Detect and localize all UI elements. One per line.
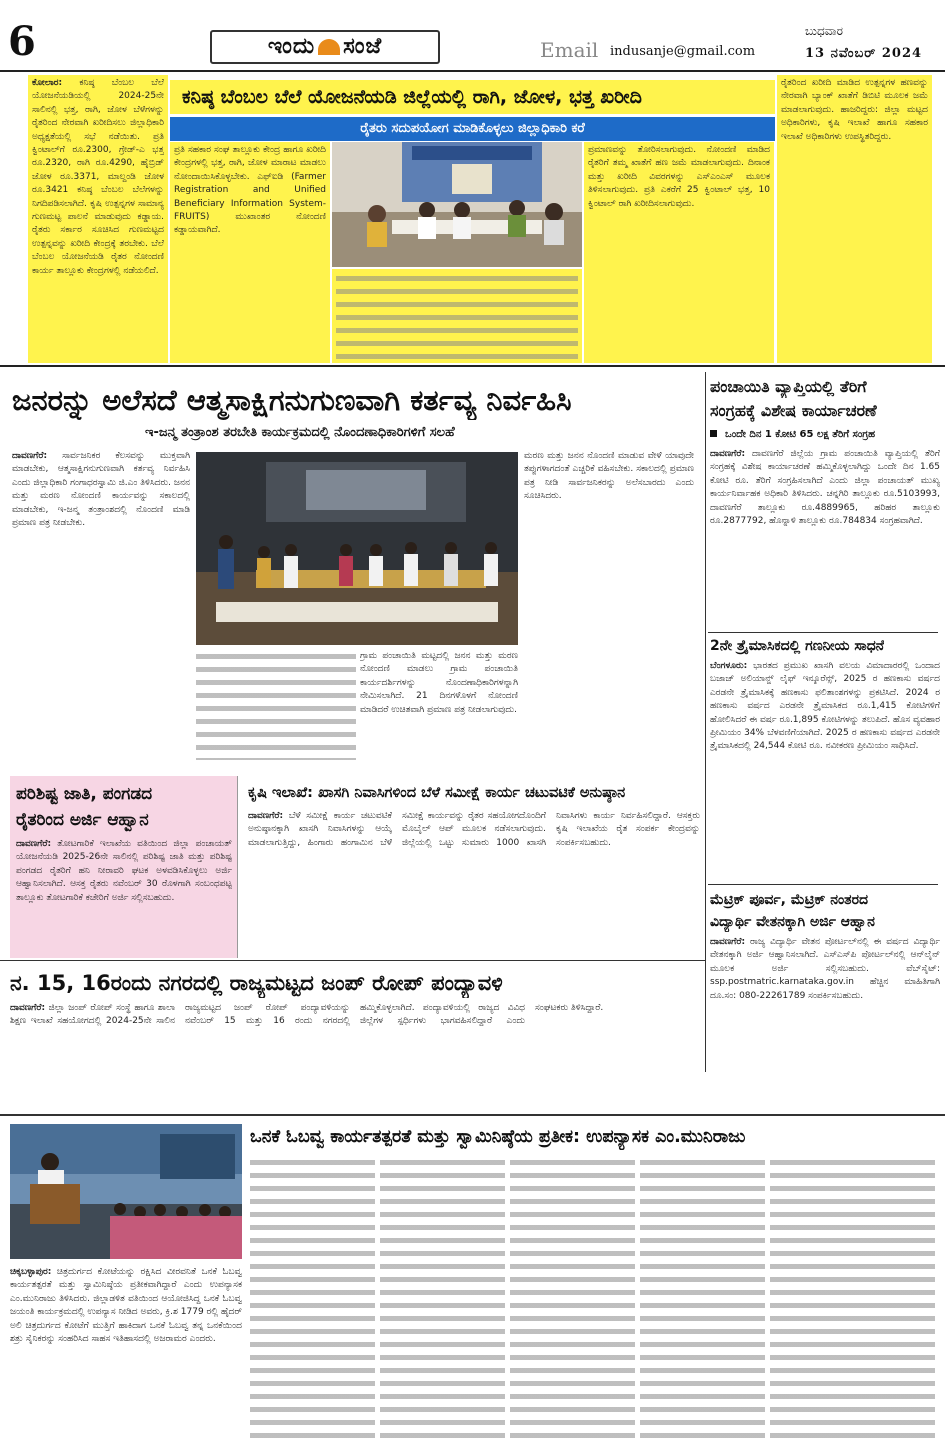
story9-column-4-text xyxy=(510,1156,635,1442)
logo-text-right: ಸಂಜೆ xyxy=(343,34,383,59)
story9-headline: ಒನಕೆ ಓಬವ್ವ ಕಾರ್ಯತತ್ಪರತೆ ಮತ್ತು ಸ್ವಾಮಿನಿಷ್ಠೆಯ ಪ್ರತೀಕ: ಉಪನ್ಯಾಸಕ ಎಂ.ಮುನಿರಾಜು xyxy=(250,1127,746,1147)
story7-body xyxy=(710,936,940,1101)
story9-column-3-text xyxy=(380,1156,505,1442)
story1-column-3-text xyxy=(336,272,578,360)
story-sc-st-applications xyxy=(10,776,238,958)
story3-text: ದಾವಣಗೆರೆ ಜಿಲ್ಲೆಯ ಗ್ರಾಮ ಪಂಚಾಯಿತಿ ವ್ಯಾಪ್ತಿಯಲ್ಲಿ ತೆರಿಗೆ ಸಂಗ್ರಹಕ್ಕೆ ವಿಶೇಷ ಕಾರ್ಯಾಚರಣೆ ಹಮ್ಮಿಕೊಳ್ಳಲಾಗಿದ್ದು ಒಂದೇ ದಿನ 1.65 ಕೋಟಿ ರೂ. ತೆರಿಗೆ ಸಂಗ್ರಹಿಸಲಾಗಿದೆ ಎಂದು ಜಿಲ್ಲಾ ಪಂಚಾಯತ್ ಮುಖ್ಯ ಕಾರ್ಯನಿರ್ವಾಹಕ ಅಧಿಕಾರಿ ತಿಳಿಸಿದರು. ಚನ್ನಗಿರಿ ತಾಲ್ಲೂಕು ರೂ.5103993, ದಾವಣಗೆರೆ ತಾಲ್ಲೂಕು ರೂ.4889965, ಹರಿಹರ ತಾಲ್ಲೂಕು ರೂ.2877792, ಹೊನ್ನಾಳಿ ತಾಲ್ಲೂಕು ರೂ.784834 ಸಂಗ್ರಹವಾಗಿದೆ. xyxy=(710,449,940,527)
story2-headline: ಜನರನ್ನು ಅಲೆಸದೆ ಆತ್ಮಸಾಕ್ಷಿಗನುಗುಣವಾಗಿ ಕರ್ತವ್ಯ ನಿರ್ವಹಿಸಿ xyxy=(12,383,572,417)
masthead xyxy=(0,0,945,72)
issue-date: 13 ನವೆಂಬರ್ 2024 xyxy=(805,46,923,61)
lecture-event-photo xyxy=(10,1124,242,1259)
story6-body xyxy=(248,810,700,954)
story5-headline-line1: ಪರಿಶಿಷ್ಟ ಜಾತಿ, ಪಂಗಡದ xyxy=(16,784,153,804)
email-address: indusanje@gmail.com xyxy=(610,44,756,59)
story3-bullet: ಒಂದೇ ದಿನ 1 ಕೋಟಿ 65 ಲಕ್ಷ ತೆರಿಗೆ ಸಂಗ್ರಹ xyxy=(710,428,875,442)
story3-dateline: ದಾವಣಗೆರೆ: xyxy=(710,449,746,459)
story9-body-left xyxy=(10,1266,242,1442)
meeting-photo xyxy=(332,142,582,267)
story1-column-5: ರೈತರಿಂದ ಖರೀದಿ ಮಾಡಿದ ಉತ್ಪನ್ನಗಳ ಹಣವನ್ನು ನೇರವಾಗಿ ಬ್ಯಾಂಕ್ ಖಾತೆಗೆ ಡಿಬಿಟಿ ಮೂಲಕ ಜಮೆ ಮಾಡಲಾಗುವುದು. ಹಾಜರಿದ್ದರು: ಜಿಲ್ಲಾ ಮಟ್ಟದ ಅಧಿಕಾರಿಗಳು, ಕೃಷಿ ಇಲಾಖೆ ಹಾಗೂ ಸಹಕಾರ ಇಲಾಖೆ ಅಧಿಕಾರಿಗಳು ಉಪಸ್ಥಿತರಿದ್ದರು. xyxy=(781,78,928,142)
story7-headline-line2: ವಿದ್ಯಾರ್ಥಿ ವೇತನಕ್ಕಾಗಿ ಅರ್ಜಿ ಆಹ್ವಾನ xyxy=(710,914,875,930)
story1-dateline: ಕೋಲಾರ: xyxy=(32,78,63,88)
training-event-photo xyxy=(196,452,518,645)
story9-column-5-text xyxy=(640,1156,765,1442)
story-jump-rope xyxy=(0,962,705,1112)
story-scholarship xyxy=(708,886,945,1106)
story8-text: ಜಿಲ್ಲಾ ಜಂಪ್ ರೋಪ್ ಸಂಸ್ಥೆ ಹಾಗೂ ಶಾಲಾ ಶಿಕ್ಷಣ ಇಲಾಖೆ ಸಹಯೋಗದಲ್ಲಿ 2024-25ನೇ ಸಾಲಿನ ರಾಜ್ಯಮಟ್ಟದ ಜಂಪ್ ರೋಪ್ ಪಂದ್ಯಾವಳಿಯನ್ನು ನವೆಂಬರ್ 15 ಮತ್ತು 16 ರಂದು ನಗರದಲ್ಲಿ ಹಮ್ಮಿಕೊಳ್ಳಲಾಗಿದೆ. ಪಂದ್ಯಾವಳಿಯಲ್ಲಿ ರಾಜ್ಯದ ವಿವಿಧ ಜಿಲ್ಲೆಗಳ ಸ್ಪರ್ಧಿಗಳು ಭಾಗವಹಿಸಲಿದ್ದಾರೆ ಎಂದು ಸಂಘಟಕರು ತಿಳಿಸಿದ್ದಾರೆ. xyxy=(10,1003,604,1027)
story1-column-1 xyxy=(32,77,164,362)
story7-headline-line1: ಮೆಟ್ರಿಕ್ ಪೂರ್ವ, ಮೆಟ್ರಿಕ್ ನಂತರದ xyxy=(710,892,869,908)
story8-dateline: ದಾವಣಗೆರೆ: xyxy=(10,1003,46,1013)
story-onake-obavva xyxy=(0,1116,945,1446)
story-crop-survey xyxy=(244,776,704,958)
story1-headline: ಕನಿಷ್ಠ ಬೆಂಬಲ ಬೆಲೆ ಯೋಜನೆಯಡಿ ಜಿಲ್ಲೆಯಲ್ಲಿ ರಾಗಿ, ಜೋಳ, ಭತ್ತ ಖರೀದಿ xyxy=(182,86,642,108)
story1-column-4: ಪ್ರಮಾಣವನ್ನು ತೋರಿಸಲಾಗುವುದು. ನೋಂದಣಿ ಮಾಡಿದ ರೈತರಿಗೆ ತಮ್ಮ ಖಾತೆಗೆ ಹಣ ಜಮೆ ಮಾಡಲಾಗುವುದು. ದಿನಾಂಕ ಮತ್ತು ಖರೀದಿ ವಿವರಗಳನ್ನು ಎಸ್‌ಎಂಎಸ್ ಮೂಲಕ ತಿಳಿಸಲಾಗುವುದು. ಪ್ರತಿ ಎಕರೆಗೆ 25 ಕ್ವಿಂಟಾಲ್ ಭತ್ತ, 10 ಕ್ವಿಂಟಾಲ್ ರಾಗಿ ಖರೀದಿಸಲಾಗುವುದು. xyxy=(588,145,770,209)
story5-text: ತೋಟಗಾರಿಕೆ ಇಲಾಖೆಯ ವತಿಯಿಂದ ಜಿಲ್ಲಾ ಪಂಚಾಯತ್ ಯೋಜನೆಯಡಿ 2025-26ನೇ ಸಾಲಿನಲ್ಲಿ ಪರಿಶಿಷ್ಟ ಜಾತಿ ಮತ್ತು ಪರಿಶಿಷ್ಟ ಪಂಗಡದ ರೈತರಿಗೆ ಹನಿ ನೀರಾವರಿ ಘಟಕ ಅಳವಡಿಸಿಕೊಳ್ಳಲು ಅರ್ಜಿ ಆಹ್ವಾನಿಸಲಾಗಿದೆ. ಆಸಕ್ತ ರೈತರು ನವೆಂಬರ್ 30 ರೊಳಗಾಗಿ ಸಂಬಂಧಪಟ್ಟ ತಾಲ್ಲೂಕು ತೋಟಗಾರಿಕೆ ಕಚೇರಿಗೆ ಅರ್ಜಿ ಸಲ್ಲಿಸಬಹುದು. xyxy=(16,839,232,903)
story2-column-1 xyxy=(12,450,190,762)
story8-body xyxy=(10,1002,700,1108)
story2-dateline: ದಾವಣಗೆರೆ: xyxy=(12,451,48,461)
weekday: ಬುಧವಾರ xyxy=(805,24,843,38)
story3-body xyxy=(710,448,940,626)
story3-headline-line1: ಪಂಚಾಯಿತಿ ವ್ಯಾಪ್ತಿಯಲ್ಲಿ ತೆರಿಗೆ xyxy=(710,377,867,396)
story2-column-2-text xyxy=(196,650,356,760)
story2-column-3: ಗ್ರಾಮ ಪಂಚಾಯಿತಿ ಮಟ್ಟದಲ್ಲಿ ಜನನ ಮತ್ತು ಮರಣ ನೋಂದಣಿ ಮಾಡಲು ಗ್ರಾಮ ಪಂಚಾಯಿತಿ ಕಾರ್ಯದರ್ಶಿಗಳನ್ನು ನೊಂದಣಾಧಿಕಾರಿಗಳನ್ನಾಗಿ ನೇಮಿಸಲಾಗಿದೆ. 21 ದಿನಗಳೊಳಗೆ ನೋಂದಣಿ ಮಾಡಿದರೆ ಉಚಿತವಾಗಿ ಪ್ರಮಾಣ ಪತ್ರ ನೀಡಲಾಗುವುದು. xyxy=(360,651,518,715)
story9-column-6-text xyxy=(770,1156,935,1442)
story1-text-b: ಕೃಷಿ ಉತ್ಪನ್ನಗಳ ಸಾಮಾನ್ಯ ಗುಣಮಟ್ಟ ಪಾಲನೆ ಮಾಡುವುದು ಕಡ್ಡಾಯ. ರೈತರು ಸರ್ಕಾರ ಸೂಚಿಸಿದ ಗುಣಮಟ್ಟದ ಉತ್ಪನ್ನವನ್ನು ಖರೀದಿ ಕೇಂದ್ರಕ್ಕೆ ತರಬೇಕು. ಬೆಲೆ ಬೆಂಬಲ ಯೋಜನೆಯಡಿ ರೈತರ ನೋಂದಣಿ ಕಾರ್ಯ ತಾಲ್ಲೂಕು ಕೇಂದ್ರಗಳಲ್ಲಿ ನಡೆಯಲಿದೆ. xyxy=(32,198,164,276)
bullet-square-icon xyxy=(710,430,717,437)
logo-text-left: ಇಂದು xyxy=(267,34,316,59)
email-label: Email xyxy=(540,38,599,62)
story6-headline: ಕೃಷಿ ಇಲಾಖೆ: ಖಾಸಗಿ ನಿವಾಸಿಗಳಿಂದ ಬೆಳೆ ಸಮೀಕ್ಷೆ ಕಾರ್ಯ ಚಟುವಟಿಕೆ ಅನುಷ್ಠಾನ xyxy=(248,785,626,801)
story7-dateline: ದಾವಣಗೆರೆ: xyxy=(710,937,746,947)
story2-text: ಸಾರ್ವಜನಿಕರ ಕೆಲಸವನ್ನು ಮುಕ್ತವಾಗಿ ಮಾಡಬೇಕು, ಆತ್ಮಸಾಕ್ಷಿಗನುಗುಣವಾಗಿ ಕರ್ತವ್ಯ ನಿರ್ವಹಿಸಿ ಎಂದು ಜಿಲ್ಲಾಧಿಕಾರಿ ಗಂಗಾಧರಸ್ವಾಮಿ ಜಿ.ಎಂ ತಿಳಿಸಿದರು. ಜನನ ಮತ್ತು ಮರಣ ನೋಂದಣಿ ಕಾರ್ಯವನ್ನು ಸಕಾಲದಲ್ಲಿ ಮಾಡಬೇಕು, ಇ-ಜನ್ಮ ತಂತ್ರಾಂಶದಲ್ಲಿ ನೊಂದಣಿ ಮಾಡಿ ಪ್ರಮಾಣ ಪತ್ರ ನೀಡಬೇಕು. xyxy=(12,451,190,529)
story-ejanma-training xyxy=(0,372,700,767)
story1-column-2: ಪ್ರತಿ ಸಹಕಾರ ಸಂಘ ತಾಲ್ಲೂಕು ಕೇಂದ್ರ ಹಾಗೂ ಖರೀದಿ ಕೇಂದ್ರಗಳಲ್ಲಿ ಭತ್ತ, ರಾಗಿ, ಜೋಳ ಮಾರಾಟ ಮಾಡಲು ನೋಂದಾಯಿಸಿಕೊಳ್ಳಬೇಕು. ಎಫ್‌ಐಡಿ (Farmer Registration and Unified Beneficiary Information System-FRUITS) ಮುಖಾಂತರ ನೋಂದಣಿ ಕಡ್ಡಾಯವಾಗಿದೆ. xyxy=(174,145,326,236)
story-bajaj-q2 xyxy=(708,634,945,884)
story4-text: ಭಾರತದ ಪ್ರಮುಖ ಖಾಸಗಿ ವಲಯ ವಿಮಾದಾರರಲ್ಲಿ ಒಂದಾದ ಬಜಾಜ್ ಅಲಿಯಾನ್ಜ್ ಲೈಫ್ ಇನ್ಶೂರೆನ್ಸ್, 2025 ರ ಹಣಕಾಸು ವರ್ಷದ ಎರಡನೇ ತ್ರೈಮಾಸಿಕಕ್ಕೆ ಹಣಕಾಸು ಫಲಿತಾಂಶಗಳನ್ನು ಪ್ರಕಟಿಸಿದೆ. 2024 ರ ಹಣಕಾಸು ವರ್ಷದ ಎರಡನೇ ತ್ರೈಮಾಸಿಕದ ರೂ.1,415 ಕೋಟಿಗಳಿಗೆ ಹೋಲಿಸಿದರೆ ಈ ವರ್ಷ ರೂ.1,895 ಕೋಟಿಗಳನ್ನು ತಲುಪಿದೆ. ಹೊಸ ವ್ಯವಹಾರ ಪ್ರೀಮಿಯಂ 34% ಬೆಳವಣಿಗೆಯಾಗಿದೆ. 2025 ರ ಹಣಕಾಸು ವರ್ಷದ ಎರಡನೇ ತ್ರೈಮಾಸಿಕದಲ್ಲಿ 24,544 ಕೋಟಿ ರೂ. ನವೀಕರಣ ಪ್ರೀಮಿಯಂ ಸಾಧಿಸಿದೆ. xyxy=(710,661,940,752)
story7-text: ರಾಜ್ಯ ವಿದ್ಯಾರ್ಥಿ ವೇತನ ಪೋರ್ಟಲ್‌ನಲ್ಲಿ ಈ ವರ್ಷದ ವಿದ್ಯಾರ್ಥಿ ವೇತನಕ್ಕಾಗಿ ಅರ್ಜಿ ಆಹ್ವಾನಿಸಲಾಗಿದೆ. ಎಸ್‌ಎಸ್‌ಪಿ ಪೋರ್ಟಲ್‌ನಲ್ಲಿ ಆನ್‌ಲೈನ್ ಮೂಲಕ ಅರ್ಜಿ ಸಲ್ಲಿಸಬಹುದು. ವೆಬ್‌ಸೈಟ್: ssp.postmatric.karnataka.gov.in ಹೆಚ್ಚಿನ ಮಾಹಿತಿಗಾಗಿ ದೂ.ಸಂ: 080-22261789 ಸಂಪರ್ಕಿಸಬಹುದು. xyxy=(710,937,940,1001)
story3-headline-line2: ಸಂಗ್ರಹಕ್ಕೆ ವಿಶೇಷ ಕಾರ್ಯಾಚರಣೆ xyxy=(710,401,877,420)
newspaper-logo xyxy=(210,30,440,64)
story1-text-a: ಕನಿಷ್ಠ ಬೆಂಬಲ ಬೆಲೆ ಯೋಜನೆಯಡಿಯಲ್ಲಿ 2024-25ನೇ ಸಾಲಿನಲ್ಲಿ ಭತ್ತ, ರಾಗಿ, ಜೋಳ ಬೆಳೆಗಳನ್ನು ರೈತರಿಂದ ನೇರವಾಗಿ ಖರೀದಿಸಲು ಜಿಲ್ಲಾಧಿಕಾರಿ ಅಧ್ಯಕ್ಷತೆಯಲ್ಲಿ ಸಭೆ ನಡೆಯಿತು. ಪ್ರತಿ ಕ್ವಿಂಟಾಲ್‌ಗೆ ರೂ.2300, ಗ್ರೇಡ್-ಎ ಭತ್ತ ರೂ.2320, ರಾಗಿ ರೂ.4290, ಹೈಬ್ರಿಡ್ ಜೋಳ ರೂ.3371, ಮಾಲ್ದಂಡಿ ಜೋಳ ರೂ.3421 ಕನಿಷ್ಠ ಬೆಂಬಲ ಬೆಲೆಗಳನ್ನು ನಿಗದಿಪಡಿಸಲಾಗಿದೆ. xyxy=(32,78,164,209)
story9-dateline: ಚಿಕ್ಕಬಳ್ಳಾಪುರ: xyxy=(10,1267,52,1277)
story6-dateline: ದಾವಣಗೆರೆ: xyxy=(248,811,284,821)
story-msp-procurement xyxy=(0,72,945,367)
story9-column-2-text xyxy=(250,1156,375,1442)
sun-icon xyxy=(318,39,340,55)
story5-dateline: ದಾವಣಗೆರೆ: xyxy=(16,839,52,849)
story5-headline-line2: ರೈತರಿಂದ ಅರ್ಜಿ ಆಹ್ವಾನ xyxy=(16,810,149,830)
story2-subhead: ಇ-ಜನ್ಮ ತಂತ್ರಾಂಶ ತರಬೇತಿ ಕಾರ್ಯಕ್ರಮದಲ್ಲಿ ನೊಂದಣಾಧಿಕಾರಿಗಳಿಗೆ ಸಲಹೆ xyxy=(145,425,455,440)
story5-body xyxy=(16,838,232,954)
story-tax-collection xyxy=(708,372,945,630)
story1-subhead: ರೈತರು ಸದುಪಯೋಗ ಮಾಡಿಕೊಳ್ಳಲು ಜಿಲ್ಲಾಧಿಕಾರಿ ಕರೆ xyxy=(170,117,775,141)
story4-dateline: ಬೆಂಗಳೂರು: xyxy=(710,661,748,671)
story4-body xyxy=(710,660,940,882)
story9-text: ಚಿತ್ರದುರ್ಗದ ಕೋಟೆಯನ್ನು ರಕ್ಷಿಸಿದ ವೀರವನಿತೆ ಒನಕೆ ಓಬವ್ವ ಕಾರ್ಯತತ್ಪರತೆ ಮತ್ತು ಸ್ವಾಮಿನಿಷ್ಠೆಯ ಪ್ರತೀಕವಾಗಿದ್ದಾರೆ ಎಂದು ಉಪನ್ಯಾಸಕ ಎಂ.ಮುನಿರಾಜು ತಿಳಿಸಿದರು. ಜಿಲ್ಲಾಡಳಿತ ವತಿಯಿಂದ ಆಯೋಜಿಸಿದ್ದ ಒನಕೆ ಓಬವ್ವ ಜಯಂತಿ ಕಾರ್ಯಕ್ರಮದಲ್ಲಿ ಉಪನ್ಯಾಸ ನೀಡಿದ ಅವರು, ಕ್ರಿ.ಶ 1779 ರಲ್ಲಿ ಹೈದರ್ ಅಲಿ ಚಿತ್ರದುರ್ಗದ ಕೋಟೆಗೆ ಮುತ್ತಿಗೆ ಹಾಕಿದಾಗ ಒನಕೆ ಓಬವ್ವ ತನ್ನ ಒನಕೆಯಿಂದ ಶತ್ರು ಸೈನಿಕರನ್ನು ಸಂಹರಿಸಿದ ಸಾಹಸ ಇತಿಹಾಸದಲ್ಲಿ ಅಜರಾಮರ ಎಂದರು. xyxy=(10,1267,242,1345)
page-number: 6 xyxy=(8,18,36,65)
story8-headline: ನ. 15, 16ರಂದು ನಗರದಲ್ಲಿ ರಾಜ್ಯಮಟ್ಟದ ಜಂಪ್ ರೋಪ್ ಪಂದ್ಯಾವಳಿ xyxy=(10,971,503,995)
story6-text: ಬೆಳೆ ಸಮೀಕ್ಷೆ ಕಾರ್ಯ ಚಟುವಟಿಕೆ ಅನುಷ್ಠಾನಕ್ಕಾಗಿ ಖಾಸಗಿ ನಿವಾಸಿಗಳನ್ನು ಆಯ್ಕೆ ಮಾಡಲಾಗುತ್ತಿದ್ದು, ಹಿಂಗಾರು ಹಂಗಾಮಿನ ಬೆಳೆ ಸಮೀಕ್ಷೆ ಕಾರ್ಯವನ್ನು ರೈತರ ಸಹಯೋಗದೊಂದಿಗೆ ಮೊಬೈಲ್ ಆಪ್ ಮೂಲಕ ನಡೆಸಲಾಗುವುದು. ಜಿಲ್ಲೆಯಲ್ಲಿ ಒಟ್ಟು ಸುಮಾರು 1000 ಖಾಸಗಿ ನಿವಾಸಿಗಳು ಕಾರ್ಯ ನಿರ್ವಹಿಸಲಿದ್ದಾರೆ. ಆಸಕ್ತರು ಕೃಷಿ ಇಲಾಖೆಯ ರೈತ ಸಂಪರ್ಕ ಕೇಂದ್ರವನ್ನು ಸಂಪರ್ಕಿಸಬಹುದು. xyxy=(248,811,700,848)
story4-headline: 2ನೇ ತ್ರೈಮಾಸಿಕದಲ್ಲಿ ಗಣನೀಯ ಸಾಧನೆ xyxy=(710,638,885,654)
story2-column-4: ಮರಣ ಮತ್ತು ಜನನ ನೊಂದಣಿ ಮಾಡುವ ವೇಳೆ ಯಾವುದೇ ತಪ್ಪುಗಳಾಗದಂತೆ ಎಚ್ಚರಿಕೆ ವಹಿಸಬೇಕು. ಸಕಾಲದಲ್ಲಿ ಪ್ರಮಾಣ ಪತ್ರ ನೀಡಿ ಸಾರ್ವಜನಿಕರನ್ನು ಅಲೆಸಬಾರದು ಎಂದು ಸೂಚಿಸಿದರು. xyxy=(524,451,694,502)
